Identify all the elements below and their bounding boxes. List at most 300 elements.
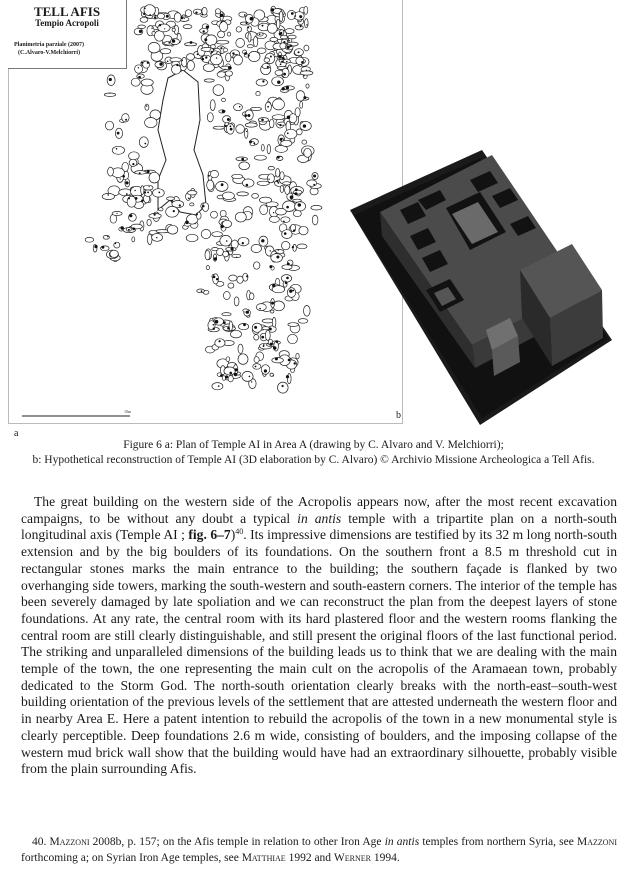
plan-stone <box>236 38 245 47</box>
plan-stone-dark <box>149 186 150 187</box>
plan-stone-dark <box>246 131 247 132</box>
plan-stone-dark <box>143 13 145 15</box>
plan-stone-dark <box>107 194 109 196</box>
plan-stone-dark <box>221 22 222 23</box>
plan-stone <box>289 114 297 123</box>
plan-stone-dark <box>215 320 219 324</box>
plan-stone-dark <box>234 368 237 371</box>
plan-stone <box>105 121 113 130</box>
plan-stone <box>261 145 264 152</box>
plan-stone <box>239 162 250 170</box>
plan-stone <box>129 159 137 166</box>
plan-stone-dark <box>245 114 248 117</box>
plan-stone <box>236 125 245 134</box>
plan-stone-dark <box>234 373 237 376</box>
plan-stone-dark <box>154 16 156 18</box>
plan-stone-dark <box>294 362 296 364</box>
plan-stone-dark <box>283 221 285 223</box>
plan-stone <box>182 57 187 67</box>
plan-stone-dark <box>147 192 149 194</box>
plan-stone-dark <box>181 16 184 19</box>
plan-stone-dark <box>271 302 274 305</box>
plan-stone <box>302 140 307 144</box>
body-italic-term: in antis <box>297 510 342 526</box>
plan-stone-dark <box>206 26 209 29</box>
plan-stone-dark <box>295 192 298 195</box>
plan-stone-dark <box>261 119 264 122</box>
plan-stone <box>212 232 223 237</box>
plan-stone <box>268 166 274 170</box>
legend-line-2: (C.Alvaro-V.Melchiorri) <box>18 50 81 56</box>
plan-stone <box>304 6 308 14</box>
plan-stone-dark <box>239 106 241 108</box>
plan-stone-dark <box>268 179 269 180</box>
plan-stone <box>187 61 194 71</box>
plan-stone-dark <box>220 47 222 49</box>
footnote-text: 2008b, p. 157; on the Afis temple in relation to other Iron Age <box>89 836 385 848</box>
plan-stone-dark <box>285 282 288 285</box>
plan-stone-dark <box>182 60 183 61</box>
plan-stone <box>222 192 234 200</box>
plan-stone-dark <box>283 73 286 76</box>
plan-stone-dark <box>184 18 185 19</box>
plan-stone-dark <box>299 15 302 18</box>
plan-stone-dark <box>289 40 290 41</box>
plan-stone-dark <box>281 61 283 63</box>
plan-stone <box>296 129 302 135</box>
plan-stone-dark <box>254 326 257 329</box>
plan-stone <box>132 237 135 242</box>
plan-stone-dark <box>277 156 280 159</box>
plan-stone-dark <box>313 175 316 178</box>
plan-stone <box>271 254 283 263</box>
plan-stone <box>226 357 230 362</box>
footnote-number: 40. <box>32 836 50 848</box>
plan-stone-dark <box>278 55 282 59</box>
plan-stone-dark <box>265 370 266 371</box>
plan-stone <box>279 11 283 22</box>
footnote-text: 1992 and <box>285 851 334 864</box>
plan-stone-dark <box>221 225 224 228</box>
plan-stone-dark <box>288 359 291 362</box>
plan-stone-dark <box>205 56 207 58</box>
plan-stone <box>272 317 276 327</box>
plan-stone <box>264 58 270 62</box>
plan-stone <box>203 64 214 72</box>
plan-stone <box>114 242 120 248</box>
plan-stone-dark <box>267 66 269 68</box>
plan-stone <box>229 321 232 331</box>
plan-stone-dark <box>306 24 307 25</box>
plan-stone <box>187 54 195 61</box>
plan-stone-dark <box>278 14 279 15</box>
plan-stone-dark <box>190 41 193 44</box>
plan-stone <box>238 354 248 365</box>
plan-stone <box>281 217 290 223</box>
plan-stone <box>280 172 284 180</box>
plan-stone-dark <box>261 239 264 242</box>
plan-stone-dark <box>225 125 227 127</box>
plan-stone-dark <box>279 33 282 36</box>
plan-stone <box>234 297 239 306</box>
plan-stone-dark <box>227 118 230 121</box>
plan-stone <box>167 225 177 234</box>
plan-stone-dark <box>246 275 248 277</box>
plan-stone-dark <box>204 38 207 41</box>
plan-stone <box>210 170 218 177</box>
plan-stone-dark <box>250 17 254 21</box>
plan-stone <box>223 292 230 300</box>
plan-stone-dark <box>263 344 265 346</box>
plan-stone-dark <box>147 62 149 64</box>
plan-stone-dark <box>138 76 141 79</box>
plan-stone <box>252 323 262 332</box>
plan-stone-dark <box>134 190 135 191</box>
plan-stone <box>174 13 181 23</box>
plan-stone-dark <box>122 175 125 178</box>
plan-stone-dark <box>230 125 232 127</box>
plan-stone-dark <box>208 175 210 177</box>
plan-stone-dark <box>185 221 189 225</box>
plan-stone-dark <box>259 33 261 35</box>
plan-stone <box>312 215 318 225</box>
plan-stone-dark <box>289 289 292 292</box>
plan-stone-dark <box>249 140 252 143</box>
plan-stone-dark <box>287 116 291 120</box>
plan-stone <box>197 289 205 293</box>
plan-stone-dark <box>159 24 161 26</box>
plan-stone-dark <box>291 12 294 15</box>
plan-stone-dark <box>109 93 110 94</box>
plan-stone-dark <box>132 227 135 230</box>
plan-stone <box>167 197 175 200</box>
plan-stone <box>143 185 153 190</box>
plan-stone-dark <box>283 41 285 43</box>
author-name: Werner <box>333 851 371 864</box>
plan-stone-dark <box>195 12 197 14</box>
author-name: Mazzoni <box>49 836 90 848</box>
plan-stone <box>141 79 153 86</box>
plan-stone-dark <box>251 381 252 382</box>
plan-stone <box>295 25 303 30</box>
plan-stone-dark <box>144 8 145 9</box>
plan-stone <box>186 234 198 241</box>
plan-stone-dark <box>220 374 223 377</box>
footnote-text: forthcoming a; on Syrian Iron Age temples, see <box>21 851 242 864</box>
plan-stone-dark <box>270 343 273 346</box>
plan-stone <box>202 7 207 15</box>
plan-stone <box>223 48 227 52</box>
plan-stone <box>288 323 299 327</box>
plan-stone-dark <box>109 78 112 81</box>
plan-stone-dark <box>226 240 228 242</box>
plan-stone <box>257 48 266 53</box>
plan-stone-dark <box>120 178 121 179</box>
plan-stone <box>237 276 243 283</box>
plan-stone-dark <box>253 143 255 145</box>
plan-stone <box>222 98 226 102</box>
plan-stone <box>213 126 225 129</box>
caption-line-1: Figure 6 a: Plan of Temple AI in Area A (drawing by C. Alvaro and V. Melchiorri); <box>123 439 504 451</box>
plan-stone <box>212 247 218 250</box>
plan-stone <box>229 275 237 281</box>
plan-stone <box>193 9 201 14</box>
plan-stone-dark <box>232 52 234 54</box>
plan-stone <box>211 211 218 218</box>
footnote-marker: 40 <box>235 527 244 537</box>
plan-stone <box>234 104 243 111</box>
plan-stone-dark <box>282 385 284 387</box>
plan-stone-dark <box>303 124 306 127</box>
plan-stone <box>238 237 249 246</box>
plan-stone-dark <box>135 197 138 200</box>
plan-stone <box>245 128 248 138</box>
plan-stone-dark <box>194 223 195 224</box>
plan-stone <box>300 102 303 109</box>
plan-stone-dark <box>292 246 294 248</box>
plan-stone-dark <box>228 66 232 70</box>
plan-stone-dark <box>129 214 132 217</box>
plan-stone <box>103 235 109 239</box>
plan-stone-dark <box>278 182 280 184</box>
plan-stone-dark <box>272 284 275 287</box>
plan-stone <box>304 306 311 317</box>
plan-stone-dark <box>141 62 143 64</box>
plan-stone-dark <box>242 242 244 244</box>
plan-stone-dark <box>244 52 247 55</box>
plan-stone-dark <box>275 357 278 360</box>
plan-stone <box>172 65 181 75</box>
footnote <box>21 835 617 866</box>
plan-stone-dark <box>273 375 274 376</box>
plan-stone-dark <box>171 200 173 202</box>
body-text-run: . Its impressive dimensions are testified by its 32 m long north-south extension and by the big boulders of its foundations. On the southern front a 8.5 m threshold cut in rectangular stones marks the main entrance to the building; the southern façade is flanked by two overhanging side towers, marking the south-western and south-eastern corners. The interior of the temple has been severely damaged by late spoliation and we can reconstruct the plan from the deepest layers of stone foundations. At any rate, the central room with its hard plastered floor and the western rooms flanking the central room are still clearly distinguishable, and still present the original floors of the last functional period. The striking and unparalleled dimensions of the building leads us to think that we are dealing with the main temple of the town, the one representing the main cult on the acropolis of the Aramaean town, probably dedicated to the Storm God. The north-south orientation clearly breaks with the north-east–south-west building orientation of the previous levels of the settlement that are attested underneath the western floor and in nearby Area E. Here a patent intention to rebuild the acropolis of the town in a new monumental style is clearly perceptible. Deep foundations 2.6 m wide, consisting of boulders, and the imposing collapse of the western mud brick wall show that the building would have had an extraordinary silhouette, probably visible from the plain surrounding Afis. <box>21 527 617 777</box>
plan-stone-dark <box>218 385 220 387</box>
plan-stone-dark <box>173 210 175 212</box>
plan-stone <box>220 22 228 32</box>
plan-stone <box>267 174 274 183</box>
plan-stone <box>131 78 140 86</box>
plan-stone <box>307 180 317 186</box>
plan-stone <box>275 70 283 75</box>
plan-stone <box>228 283 234 288</box>
plan-stone <box>311 205 322 210</box>
plan-stone <box>282 230 292 239</box>
plan-stone-dark <box>176 64 178 66</box>
plan-stone <box>296 353 299 358</box>
plan-stone-dark <box>172 39 175 42</box>
plan-stone-dark <box>196 213 198 215</box>
plan-stone-dark <box>300 25 302 27</box>
plan-stone <box>148 42 160 53</box>
plan-stone <box>201 229 211 238</box>
plan-stone-dark <box>259 308 261 310</box>
plan-stone-dark <box>115 243 116 244</box>
plan-stone <box>217 72 226 78</box>
plan-stone-dark <box>117 132 120 135</box>
plan-stone-dark <box>248 55 250 57</box>
plan-stone-dark <box>303 96 306 99</box>
plan-stone <box>299 226 308 235</box>
plan-stone <box>270 37 278 41</box>
plan-stone <box>267 145 270 154</box>
plan-stone-dark <box>164 28 165 29</box>
plan-stone <box>108 167 114 176</box>
plan-stone-dark <box>286 61 288 63</box>
plan-stone-dark <box>216 57 217 58</box>
plan-stone <box>251 244 261 252</box>
plan-stone <box>257 181 269 185</box>
plan-stone-dark <box>116 213 117 214</box>
plan-stone-dark <box>261 336 264 339</box>
plan-stone <box>254 155 266 160</box>
plan-stone <box>288 334 298 343</box>
plan-stone <box>260 205 268 215</box>
plan-stone-dark <box>128 197 130 199</box>
plan-stone <box>147 234 152 245</box>
plan-stone <box>304 148 312 157</box>
plan-stone-dark <box>107 236 108 237</box>
plan-stone-dark <box>166 15 169 18</box>
plan-stone <box>254 335 259 341</box>
legend-title: TELL AFIS <box>33 4 101 19</box>
plan-stone-dark <box>139 172 141 174</box>
plan-stone <box>287 374 291 384</box>
plan-stone-dark <box>132 163 134 165</box>
plan-stone-dark <box>246 22 248 24</box>
plan-stone <box>276 19 280 28</box>
plan-stone <box>272 115 285 120</box>
plan-stone-dark <box>223 321 226 324</box>
plan-stone <box>139 137 148 148</box>
plan-stone-dark <box>293 229 295 231</box>
plan-stone <box>119 189 132 196</box>
plan-stone <box>293 210 301 216</box>
plan-stone <box>145 118 157 128</box>
plan-stone <box>135 65 143 73</box>
plan-stone <box>265 330 270 340</box>
legend-line-1: Planimetria parziale (2007) <box>14 42 84 48</box>
plan-stone <box>269 216 279 222</box>
plan-stone-dark <box>271 8 274 11</box>
plan-stone-dark <box>290 195 294 199</box>
plan-stone-dark <box>147 170 150 173</box>
figure-label-b: b <box>396 410 401 421</box>
plan-stone-dark <box>262 80 264 82</box>
plan-stone <box>210 54 222 65</box>
plan-stone-dark <box>202 58 205 61</box>
plan-stone-dark <box>116 148 118 150</box>
plan-stone-dark <box>125 119 127 121</box>
figure-reference: fig. 6–7 <box>188 527 231 543</box>
plan-stone <box>212 383 223 390</box>
plan-stone <box>238 344 243 353</box>
plan-stone <box>213 85 224 96</box>
plan-stone-dark <box>154 214 156 216</box>
plan-stone-dark <box>287 263 290 266</box>
plan-stone <box>206 266 209 270</box>
plan-stone <box>242 371 253 381</box>
plan-stone <box>210 100 215 111</box>
plan-stone <box>269 119 274 128</box>
plan-stone-dark <box>243 323 246 326</box>
plan-stone-dark <box>248 27 250 29</box>
plan-stone <box>247 26 251 32</box>
plan-stone-dark <box>202 205 204 207</box>
plan-stone-dark <box>298 51 300 53</box>
plan-stone <box>242 179 254 187</box>
figure-label-a: a <box>14 428 19 439</box>
plan-stone-dark <box>216 278 218 280</box>
plan-stone <box>239 12 247 17</box>
plan-stone <box>282 241 290 249</box>
plan-stone-dark <box>247 114 250 117</box>
plan-stone <box>273 99 285 110</box>
plan-stone <box>138 25 146 29</box>
plan-stone-dark <box>222 110 225 113</box>
plan-stone <box>237 192 249 196</box>
plan-stone <box>254 357 259 363</box>
plan-stone-dark <box>292 290 294 292</box>
plan-stone <box>224 367 235 375</box>
plan-stone <box>262 64 270 69</box>
plan-stone <box>205 250 210 260</box>
plan-stone <box>276 169 280 178</box>
plan-stone-dark <box>213 324 215 326</box>
plan-stone-dark <box>213 276 216 279</box>
author-name: Mazzoni <box>577 836 617 848</box>
plan-stone-dark <box>246 311 249 314</box>
plan-stone-dark <box>151 28 152 29</box>
plan-stone <box>207 180 214 190</box>
plan-stone-dark <box>287 132 289 134</box>
plan-stone-dark <box>276 256 279 259</box>
plan-stone <box>216 181 228 191</box>
plan-stone <box>280 186 284 193</box>
plan-stone <box>110 250 118 257</box>
plan-stone-dark <box>202 14 203 15</box>
plan-stone <box>216 40 228 44</box>
plan-stone <box>251 107 262 110</box>
plan-stone <box>304 45 309 51</box>
plan-stone-dark <box>276 340 279 343</box>
plan-stone <box>147 219 151 226</box>
plan-stone-dark <box>156 237 157 238</box>
plan-stone-dark <box>149 14 151 16</box>
plan-stone-dark <box>306 70 307 71</box>
plan-stone <box>300 71 313 75</box>
plan-stone <box>190 203 194 206</box>
plan-stone-dark <box>168 42 170 44</box>
plan-stone <box>207 113 213 122</box>
figure-caption <box>0 438 627 468</box>
plan-stone-dark <box>270 250 271 251</box>
plan-stone-dark <box>286 46 289 49</box>
plan-stone <box>249 293 254 300</box>
plan-stone-dark <box>214 257 217 260</box>
plan-stone-dark <box>141 200 143 202</box>
plan-stone-dark <box>219 340 221 342</box>
plan-stone-dark <box>277 81 280 84</box>
plan-stone <box>248 51 260 61</box>
plan-stone-dark <box>249 376 251 378</box>
plan-stone-dark <box>167 61 169 63</box>
plan-stone-dark <box>289 45 292 48</box>
plan-stone-dark <box>286 277 289 280</box>
plan-stone <box>281 140 292 146</box>
plan-stone-dark <box>273 346 277 350</box>
plan-stone-dark <box>286 206 289 209</box>
